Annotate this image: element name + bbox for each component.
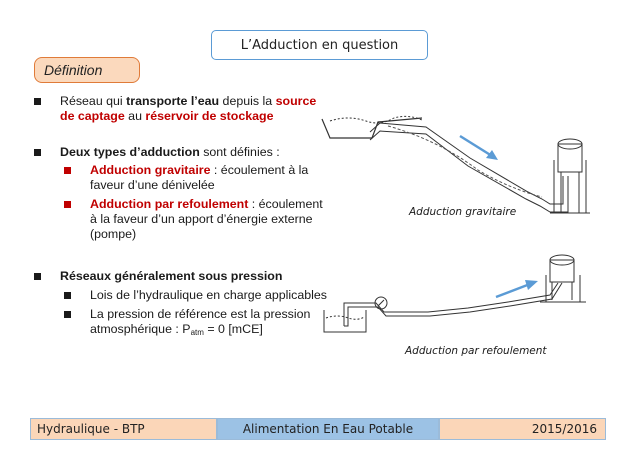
bullet-text: depuis la	[219, 94, 273, 108]
bullet-marker	[34, 273, 41, 280]
bullet-item	[30, 269, 330, 284]
bullet-text: Lois de l’hydraulique en charge applicables	[90, 288, 327, 302]
footer-year: 2015/2016	[439, 418, 606, 440]
bullet-text: La pression de référence est la pression atmosphérique :	[90, 307, 311, 336]
section-label: Définition	[34, 57, 140, 83]
sub-bullet-item	[30, 163, 330, 193]
bullet-text-bold: transporte l’eau	[126, 94, 220, 108]
flow-arrow-icon	[460, 136, 498, 160]
bullet-text: : écoulement à la faveur d’un apport d’énergie externe (pompe)	[90, 197, 323, 241]
bullet-text: Réseau qui	[60, 94, 127, 108]
water-tower-icon	[558, 144, 582, 172]
bullet-text-red: source de captage	[60, 94, 317, 123]
bullet-text: sont définies :	[199, 145, 280, 159]
formula-symbol: P	[182, 322, 191, 336]
sub-bullet-item	[30, 197, 330, 242]
pumping-caption: Adduction par refoulement	[405, 345, 547, 357]
gravity-adduction-diagram	[322, 116, 590, 213]
bullet-marker	[34, 98, 41, 105]
bullet-item	[30, 94, 330, 124]
bullet-text-bold: Deux types d’adduction	[60, 145, 200, 159]
sub-bullet-item	[30, 288, 330, 303]
footer-course: Hydraulique - BTP	[30, 418, 217, 440]
sub-bullet-item	[30, 307, 330, 340]
flow-arrow-icon	[496, 280, 538, 297]
footer-bar	[30, 418, 606, 440]
bullet-marker	[64, 167, 71, 174]
bullet-marker	[64, 201, 71, 208]
pumping-adduction-diagram	[324, 255, 586, 332]
bullet-text: : écoulement à la faveur d’une dénivelée	[90, 163, 309, 192]
bullet-marker	[64, 292, 71, 299]
bullet-marker	[34, 149, 41, 156]
bullet-text-bold: Réseaux généralement sous pression	[60, 269, 283, 283]
bullet-text-red: réservoir de stockage	[145, 109, 274, 123]
bullet-marker	[64, 311, 71, 318]
bullet-text-red: Adduction gravitaire	[90, 163, 211, 177]
bullet-text: au	[124, 109, 146, 123]
footer-topic: Alimentation En Eau Potable	[217, 418, 439, 440]
slide-title: L’Adduction en question	[211, 30, 428, 60]
gravity-caption: Adduction gravitaire	[409, 206, 517, 218]
adduction-diagrams	[318, 100, 608, 370]
formula-subscript: atm	[190, 328, 204, 337]
formula-value: = 0 [mCE]	[203, 322, 263, 336]
bullet-item	[30, 145, 330, 160]
bullet-list	[30, 94, 330, 340]
bullet-text-red: Adduction par refoulement	[90, 197, 249, 211]
